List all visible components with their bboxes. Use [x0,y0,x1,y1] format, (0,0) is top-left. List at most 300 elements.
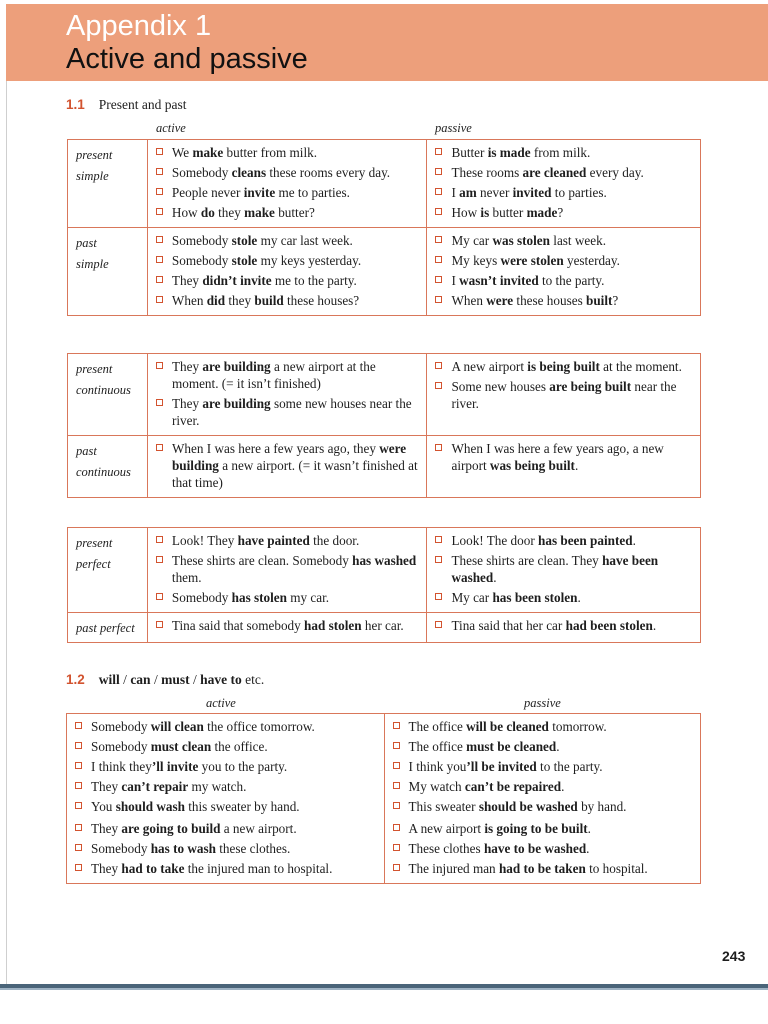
checkbox-icon [393,762,400,769]
example-sentence [75,758,378,775]
section-1-2-heading [66,672,264,688]
example-sentence [156,164,421,181]
tense-label-line: past [76,444,97,458]
example-text: they [214,205,245,220]
example-text: They [91,779,122,794]
tense-label [68,140,148,228]
passive-column-heading: passive [524,696,561,710]
checkbox-icon [435,536,442,543]
example-sentence [435,617,694,634]
verb-form: are going to build [121,821,221,836]
example-text: You [91,799,116,814]
example-sentence [435,532,694,549]
active-cell [147,613,427,643]
example-text: they [225,293,255,308]
example-text: We [171,145,193,160]
example-text: When I was here a few years ago, a new airport [451,441,664,473]
example-text: . [587,821,591,836]
active-cell [67,714,385,884]
checkbox-icon [75,722,82,729]
example-text: How [451,205,481,220]
example-sentence [435,440,694,474]
checkbox-icon [435,256,442,263]
checkbox-icon [156,236,163,243]
verb-form: make [192,145,224,160]
tense-label [68,528,148,613]
verb-form: ’ll invite [151,759,199,774]
title-text: / [189,672,201,687]
example-sentence [156,358,421,392]
checkbox-icon [75,864,82,871]
example-text: My car [451,233,493,248]
verb-form: invited [512,185,552,200]
tense-label [68,436,148,498]
checkbox-icon [156,621,163,628]
example-text: near the river. [451,379,677,411]
example-text: from milk. [530,145,591,160]
tense-label-line: continuous [76,465,131,479]
checkbox-icon [435,168,442,175]
checkbox-icon [435,556,442,563]
example-text: to parties. [551,185,607,200]
checkbox-icon [435,362,442,369]
example-text: butter from milk. [223,145,318,160]
example-text: I [451,273,460,288]
verb-form: stole [231,233,258,248]
tense-label-line: present [76,362,113,376]
example-text: my car. [286,590,330,605]
verb-form: can’t repair [121,779,189,794]
example-sentence [156,232,421,249]
example-text: Tina said that somebody [171,618,305,633]
appendix-title: Appendix 1 [66,10,212,42]
section-number: 1.2 [66,672,85,687]
tense-label-line: present [76,536,113,550]
example-sentence [75,840,378,857]
example-text: They [171,273,203,288]
tense-row [68,528,701,613]
example-text: the injured man to hospital. [184,861,333,876]
example-sentence [435,252,694,269]
verb-form: were [486,293,514,308]
verb-form: had to take [121,861,185,876]
example-text: Somebody [91,739,151,754]
example-text: The injured man [408,861,499,876]
example-text: to the party. [538,273,605,288]
example-text: A new airport [408,821,485,836]
example-sentence [393,820,695,837]
verb-form: should be washed [478,799,578,814]
example-text: They [91,821,122,836]
verb-form: did [206,293,226,308]
example-text: . [493,570,497,585]
title-text: etc. [241,672,265,687]
modal-verbs-table [66,713,701,884]
example-text: Somebody [171,233,232,248]
verb-form: have been washed [451,553,659,585]
section-number: 1.1 [66,97,85,112]
example-text: These rooms [451,165,523,180]
checkbox-icon [156,399,163,406]
checkbox-icon [156,276,163,283]
example-text: They [171,396,203,411]
modal-verb: will [98,672,120,687]
verb-form: has been painted [538,533,633,548]
verb-form: will clean [150,719,204,734]
checkbox-icon [156,362,163,369]
verb-form: cleans [231,165,267,180]
verb-form: must clean [150,739,212,754]
example-text: Somebody [91,719,151,734]
example-text: . [577,590,581,605]
passive-cell [427,140,701,228]
example-sentence [156,252,421,269]
example-text: . [652,618,657,633]
example-sentence [435,144,694,161]
active-cell [147,140,427,228]
example-text: tomorrow. [548,719,607,734]
active-column-heading: active [206,696,236,710]
tense-label [68,613,148,643]
example-text: these houses [513,293,586,308]
example-text: every day. [586,165,644,180]
verb-form: build [254,293,284,308]
perfect-table [67,527,701,643]
example-text: to hospital. [585,861,648,876]
passive-column-heading: passive [435,121,472,135]
checkbox-icon [156,256,163,263]
verb-form: stole [231,253,258,268]
tense-label-line: present [76,148,113,162]
tense-row [68,228,701,316]
example-sentence [393,738,695,755]
active-cell [147,228,427,316]
example-text: my car last week. [257,233,353,248]
example-text: How [171,205,201,220]
checkbox-icon [393,864,400,871]
verb-form: had stolen [304,618,362,633]
example-sentence [75,820,378,837]
verb-form: is made [487,145,531,160]
verb-form: can’t be repaired [464,779,562,794]
checkbox-icon [393,742,400,749]
example-text: Look! They [171,533,238,548]
example-sentence [156,589,421,606]
example-text: butter [489,205,527,220]
example-text: Look! The door [451,533,539,548]
example-sentence [435,378,694,412]
checkbox-icon [156,296,163,303]
left-margin-rule [6,81,7,986]
example-text: last week. [549,233,607,248]
example-text: Somebody [171,590,232,605]
checkbox-icon [156,536,163,543]
example-sentence [156,532,421,549]
tense-label-line: past [76,236,97,250]
checkbox-icon [435,593,442,600]
tense-label [68,354,148,436]
example-text: I think you [408,759,467,774]
checkbox-icon [75,762,82,769]
example-sentence [393,798,695,815]
example-sentence [435,358,694,375]
example-sentence [156,144,421,161]
tense-row [68,354,701,436]
present-past-simple-table [67,139,701,316]
example-text: the door. [309,533,360,548]
example-sentence [75,778,378,795]
example-text: These shirts are clean. Somebody [171,553,353,568]
example-text: some new houses near the river. [171,396,412,428]
verb-form: was being built [489,458,575,473]
example-text: Tina said that her car [451,618,566,633]
checkbox-icon [156,168,163,175]
example-text: . [632,533,636,548]
checkbox-icon [393,824,400,831]
verb-form: are being built [549,379,632,394]
example-text: They [91,861,122,876]
checkbox-icon [435,208,442,215]
example-sentence [435,184,694,201]
verb-form: is going to be built [484,821,588,836]
example-sentence [75,860,378,877]
verb-form: has been stolen [492,590,578,605]
example-text: these houses? [283,293,360,308]
checkbox-icon [435,296,442,303]
example-text: these clothes. [215,841,291,856]
example-text: I think they [91,759,152,774]
example-text: Butter [451,145,488,160]
checkbox-icon [435,236,442,243]
example-text: When [451,293,487,308]
passive-cell [427,228,701,316]
example-sentence [156,272,421,289]
passive-cell [427,354,701,436]
passive-cell [427,613,701,643]
passive-cell [427,436,701,498]
example-text: at the moment. [599,359,682,374]
checkbox-icon [435,444,442,451]
example-text: . [574,458,579,473]
verb-form: must be cleaned [466,739,557,754]
verb-form: ’ll be invited [466,759,537,774]
verb-form: am [459,185,477,200]
checkbox-icon [156,444,163,451]
checkbox-icon [435,188,442,195]
example-text: butter? [274,205,315,220]
verb-form: has washed [352,553,417,568]
tense-label-line: continuous [76,383,131,397]
tense-label-line: past perfect [76,621,135,635]
example-text: to the party. [536,759,603,774]
tense-label-line: simple [76,257,109,271]
checkbox-icon [435,382,442,389]
example-sentence [156,292,421,309]
checkbox-icon [156,556,163,563]
tense-label-line: simple [76,169,109,183]
example-text: A new airport [451,359,528,374]
checkbox-icon [156,148,163,155]
example-text: These clothes [408,841,484,856]
example-sentence [75,738,378,755]
modal-verb: have to [200,672,242,687]
verb-form: is [480,205,490,220]
example-sentence [435,204,694,221]
page-number: 243 [722,948,746,964]
example-text: this sweater by hand. [184,799,300,814]
example-text: you to the party. [198,759,288,774]
checkbox-icon [393,722,400,729]
example-text: My watch [408,779,465,794]
verb-form: are building [202,359,271,374]
example-text: People never [171,185,244,200]
example-text: a new airport at the moment. (= it isn’t finished) [171,359,376,391]
verb-form: has to wash [150,841,216,856]
checkbox-icon [156,188,163,195]
verb-form: didn’t invite [202,273,272,288]
verb-form: is being built [527,359,600,374]
active-cell [147,528,427,613]
verb-form: were stolen [500,253,564,268]
example-text: her car. [361,618,404,633]
example-text: a new airport. (= it wasn’t finished at that time) [171,458,418,490]
example-text: When [171,293,207,308]
verb-form: made [526,205,558,220]
title-text: / [119,672,131,687]
example-text: me to parties. [275,185,350,200]
tense-row [68,436,701,498]
example-text: the office tomorrow. [203,719,315,734]
example-text: . [556,739,560,754]
example-text: Somebody [91,841,151,856]
example-text: These shirts are clean. They [451,553,603,568]
example-text: ? [612,293,619,308]
checkbox-icon [393,782,400,789]
checkbox-icon [75,742,82,749]
example-sentence [393,758,695,775]
verb-form: were building [171,441,407,473]
example-text: Somebody [171,165,232,180]
verb-form: make [244,205,275,220]
verb-form: has stolen [231,590,287,605]
example-sentence [156,395,421,429]
verb-form: built [586,293,613,308]
page-title: Active and passive [66,43,308,75]
checkbox-icon [75,844,82,851]
example-text: my watch. [188,779,247,794]
example-text: This sweater [408,799,479,814]
example-sentence [75,718,378,735]
example-text: My keys [451,253,501,268]
example-text: me to the party. [271,273,357,288]
example-text: a new airport. [220,821,297,836]
example-text: ? [557,205,564,220]
verb-form: are building [202,396,271,411]
checkbox-icon [75,802,82,809]
checkbox-icon [75,824,82,831]
example-sentence [393,860,695,877]
verb-form: had been stolen [565,618,653,633]
passive-cell [427,528,701,613]
example-text: Some new houses [451,379,550,394]
example-text: Somebody [171,253,232,268]
verb-form: will be cleaned [466,719,549,734]
verb-form: do [200,205,215,220]
checkbox-icon [75,782,82,789]
title-text: / [150,672,162,687]
section-title [99,672,264,687]
example-text: them. [171,570,202,585]
example-text: by hand. [577,799,627,814]
checkbox-icon [435,148,442,155]
example-text: They [171,359,203,374]
passive-cell [384,714,701,884]
example-text: My car [451,590,493,605]
verb-form: are cleaned [522,165,587,180]
modal-verb: must [161,672,190,687]
checkbox-icon [393,844,400,851]
example-sentence [435,589,694,606]
example-text: my keys yesterday. [257,253,362,268]
section-title: Present and past [98,97,187,112]
checkbox-icon [435,276,442,283]
example-sentence [156,204,421,221]
active-cell [147,354,427,436]
example-sentence [156,552,421,586]
example-text: . [561,779,565,794]
example-sentence [75,798,378,815]
example-sentence [435,552,694,586]
verb-form: was stolen [492,233,550,248]
example-sentence [393,840,695,857]
verb-form: should wash [115,799,185,814]
example-text: When I was here a few years ago, they [171,441,380,456]
example-sentence [435,164,694,181]
example-text: these rooms every day. [266,165,391,180]
example-text: the office. [211,739,268,754]
example-sentence [156,617,421,634]
checkbox-icon [156,593,163,600]
section-1-1-heading [66,97,187,113]
verb-form: wasn’t invited [459,273,539,288]
example-sentence [393,778,695,795]
tense-label [68,228,148,316]
example-text: yesterday. [563,253,620,268]
active-column-heading: active [156,121,186,135]
example-sentence [435,292,694,309]
example-text: never [476,185,513,200]
example-sentence [435,272,694,289]
active-cell [147,436,427,498]
example-text: The office [408,739,467,754]
verb-form: had to be taken [498,861,586,876]
tense-row [68,613,701,643]
example-text: I [451,185,460,200]
modal-verb: can [130,672,151,687]
example-sentence [156,184,421,201]
checkbox-icon [156,208,163,215]
example-text: . [586,841,590,856]
example-text: The office [408,719,467,734]
checkbox-icon [435,621,442,628]
verb-form: have to be washed [483,841,587,856]
example-sentence [435,232,694,249]
verb-form: have painted [237,533,310,548]
example-sentence [156,440,421,491]
verb-form: invite [243,185,276,200]
continuous-table [67,353,701,498]
tense-label-line: perfect [76,557,111,571]
